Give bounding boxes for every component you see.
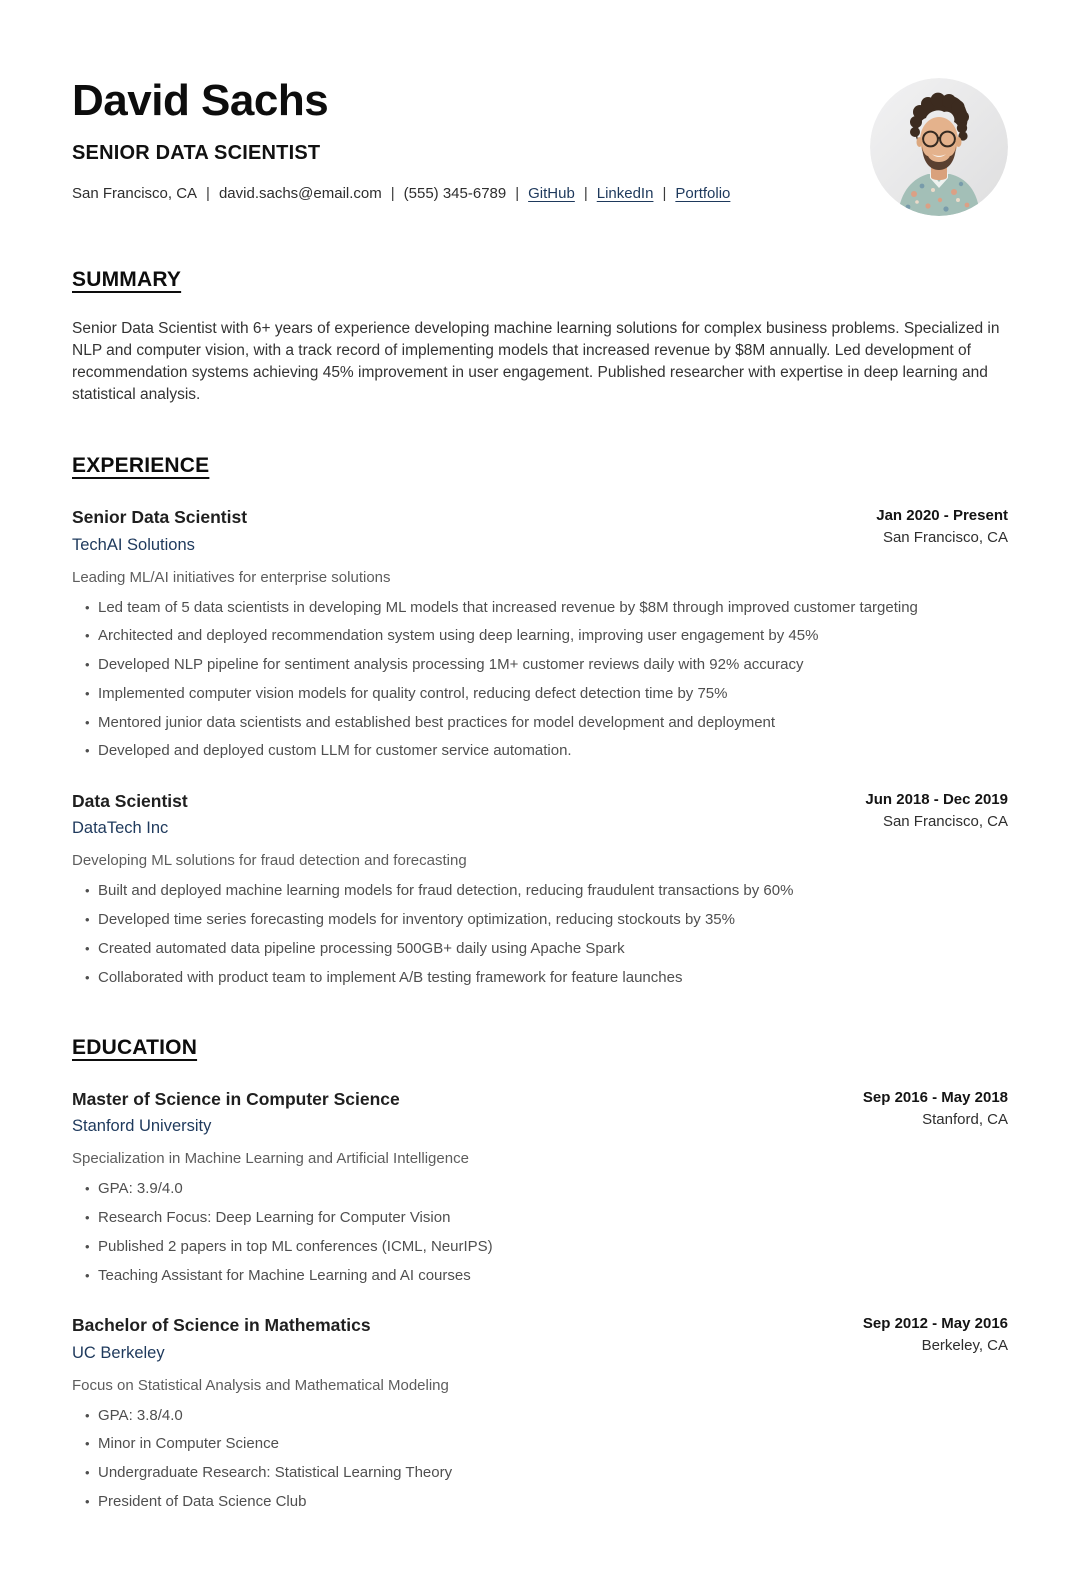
resume-entry — [72, 1314, 1008, 1512]
entry-date: Jan 2020 - Present — [876, 507, 1008, 524]
contact-email: david.sachs@email.com — [218, 185, 382, 203]
resume-entry — [72, 506, 1008, 762]
education-entries — [72, 1088, 1008, 1512]
entry-meta-block — [863, 1314, 1008, 1354]
entry-summary: Focus on Statistical Analysis and Mathematical Modeling — [72, 1376, 449, 1394]
entry-location: San Francisco, CA — [882, 529, 1008, 546]
bullet-item: • President of Data Science Club — [72, 1492, 1008, 1512]
github-link[interactable]: GitHub — [528, 185, 575, 203]
entry-bullet-list — [72, 598, 1008, 762]
entry-organization: Stanford University — [72, 1117, 212, 1136]
entry-title: Senior Data Scientist — [72, 507, 248, 527]
education-heading: EDUCATION — [72, 1035, 198, 1059]
contact-line — [72, 185, 730, 202]
bullet-item: • Research Focus: Deep Learning for Computer Vision — [72, 1208, 1008, 1228]
entry-meta-block — [863, 1088, 1008, 1128]
entry-role-block — [72, 790, 188, 839]
portfolio-link[interactable]: Portfolio — [675, 185, 731, 203]
bullet-item: • Minor in Computer Science — [72, 1434, 1008, 1454]
entry-location: San Francisco, CA — [882, 812, 1008, 830]
entry-summary: Developing ML solutions for fraud detection and forecasting — [72, 852, 467, 870]
candidate-title: SENIOR DATA SCIENTIST — [72, 142, 321, 165]
entry-header — [72, 1088, 1008, 1137]
entry-meta-block — [876, 506, 1008, 546]
education-section — [72, 1036, 1008, 1512]
entry-date: Sep 2016 - May 2018 — [862, 1088, 1008, 1106]
entry-bullet-list — [72, 881, 1008, 988]
contact-separator: | — [583, 185, 588, 203]
contact-location: San Francisco, CA — [72, 185, 198, 203]
entry-header — [72, 790, 1008, 839]
entry-role-block — [72, 1314, 371, 1363]
summary-heading: SUMMARY — [72, 268, 182, 291]
resume-entry — [72, 1088, 1008, 1286]
entry-date: Sep 2012 - May 2016 — [862, 1314, 1008, 1332]
header-identity — [72, 76, 730, 202]
entry-organization: UC Berkeley — [72, 1343, 165, 1362]
contact-separator: | — [515, 185, 520, 203]
bullet-item: • GPA: 3.9/4.0 — [72, 1179, 1008, 1199]
entry-bullet-list — [72, 1406, 1008, 1513]
candidate-name: David Sachs — [72, 76, 329, 125]
contact-phone: (555) 345-6789 — [403, 185, 507, 203]
bullet-item: • Architected and deployed recommendation system using deep learning, improving user engagement by 45% — [72, 626, 1008, 646]
contact-separator: | — [390, 185, 395, 203]
entry-location: Stanford, CA — [922, 1110, 1008, 1128]
bullet-item: • Created automated data pipeline processing 500GB+ daily using Apache Spark — [72, 939, 1008, 959]
experience-section — [72, 454, 1008, 988]
experience-heading: EXPERIENCE — [72, 454, 210, 477]
profile-photo-illustration — [870, 78, 1008, 216]
entry-role-block — [72, 1088, 400, 1137]
entry-bullet-list — [72, 1179, 1008, 1286]
bullet-item: • Teaching Assistant for Machine Learning and AI courses — [72, 1266, 1008, 1286]
summary-text: Senior Data Scientist with 6+ years of experience developing machine learning solutions for complex business problems. Specialized in NLP and computer vision, with a track record of implementing models that increased revenue by $8M annually. Led development of recommendation systems achieving 45% improvement in user engagement. Published researcher with expertise in deep learning and statistical analysis. — [72, 320, 1000, 403]
bullet-item: • Mentored junior data scientists and established best practices for model development and deployment — [72, 713, 1008, 733]
linkedin-link[interactable]: LinkedIn — [596, 185, 654, 203]
summary-section — [72, 268, 1008, 406]
entry-location: Berkeley, CA — [921, 1336, 1008, 1354]
bullet-item: • Collaborated with product team to implement A/B testing framework for feature launches — [72, 968, 1008, 988]
bullet-item: • Developed NLP pipeline for sentiment analysis processing 1M+ customer reviews daily with 92% accuracy — [72, 655, 1008, 675]
entry-summary: Specialization in Machine Learning and Artificial Intelligence — [72, 1150, 469, 1168]
bullet-item: • Undergraduate Research: Statistical Learning Theory — [72, 1463, 1008, 1483]
bullet-item: • GPA: 3.8/4.0 — [72, 1406, 1008, 1426]
bullet-item: • Developed time series forecasting models for inventory optimization, reducing stockouts by 35% — [72, 910, 1008, 930]
experience-entries — [72, 506, 1008, 988]
resume-header — [72, 76, 1008, 216]
entry-summary: Leading ML/AI initiatives for enterprise solutions — [72, 568, 391, 586]
bullet-item: • Implemented computer vision models for quality control, reducing defect detection time by 75% — [72, 684, 1008, 704]
bullet-item: • Developed and deployed custom LLM for customer service automation. — [72, 741, 1008, 761]
bullet-item: • Published 2 papers in top ML conferences (ICML, NeurIPS) — [72, 1237, 1008, 1257]
entry-date: Jun 2018 - Dec 2019 — [865, 790, 1008, 808]
entry-role-block — [72, 506, 247, 555]
resume-entry — [72, 790, 1008, 988]
bullet-item: • Led team of 5 data scientists in developing ML models that increased revenue by $8M through improved customer targeting — [72, 598, 1008, 618]
entry-title: Data Scientist — [72, 790, 188, 811]
profile-photo — [870, 78, 1008, 216]
entry-title: Master of Science in Computer Science — [72, 1088, 400, 1109]
entry-organization: DataTech Inc — [72, 819, 169, 838]
entry-header — [72, 506, 1008, 555]
entry-meta-block — [865, 790, 1008, 830]
entry-title: Bachelor of Science in Mathematics — [72, 1314, 371, 1335]
contact-separator: | — [206, 185, 210, 203]
bullet-item: • Built and deployed machine learning models for fraud detection, reducing fraudulent transactions by 60% — [72, 881, 1008, 901]
entry-organization: TechAI Solutions — [72, 535, 195, 554]
entry-header — [72, 1314, 1008, 1363]
contact-separator: | — [662, 185, 667, 203]
